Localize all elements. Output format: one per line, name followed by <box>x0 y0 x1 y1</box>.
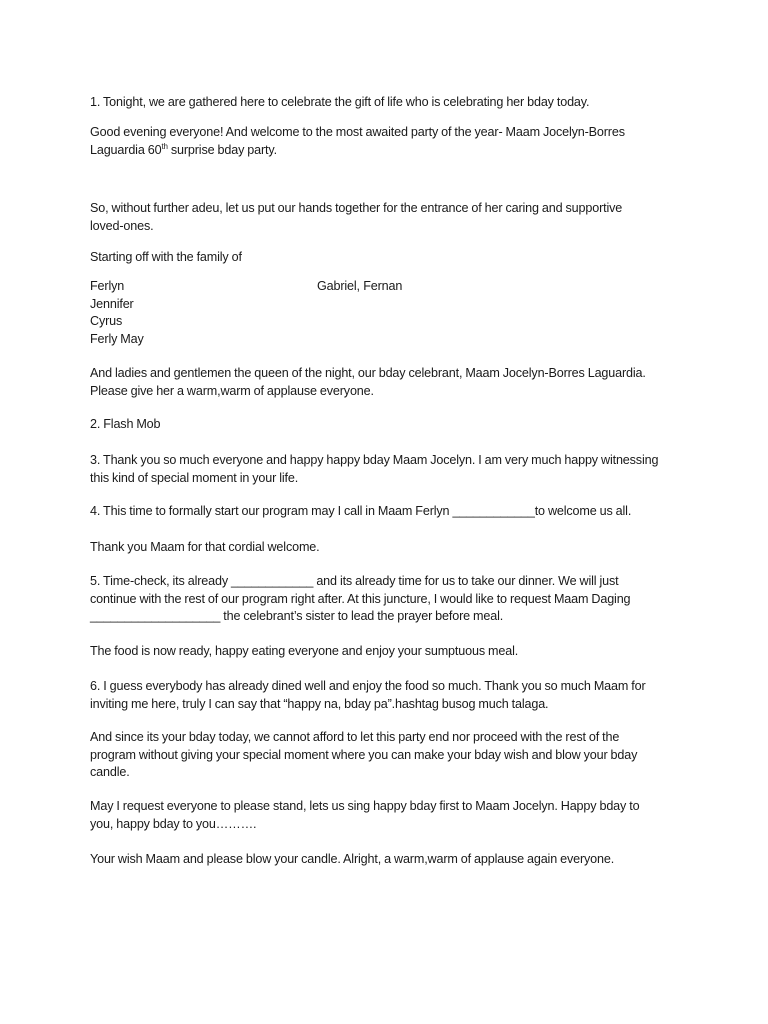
paragraph-flash-mob <box>90 416 690 434</box>
text-line: Starting off with the family of <box>90 250 242 264</box>
text-line: May I request everyone to please stand, lets us sing happy bday first to Maam Jocelyn. Happy bday to <box>90 799 640 813</box>
text-line: Good evening everyone! And welcome to the most awaited party of the year- Maam Jocelyn-Borres <box>90 125 625 139</box>
paragraph-welcome <box>90 124 690 159</box>
text-line: 6. I guess everybody has already dined well and enjoy the food so much. Thank you so much Maam for <box>90 679 646 693</box>
text-line: 5. Time-check, its already ____________ and its already time for us to take our dinner. We will just <box>90 574 619 588</box>
paragraph-cordial-welcome <box>90 539 690 557</box>
paragraph-thank-you <box>90 452 690 487</box>
paragraph-celebrant <box>90 365 690 400</box>
text-line: ___________________ the celebrant’s sister to lead the prayer before meal. <box>90 609 504 623</box>
text-line: Please give her a warm,warm of applause everyone. <box>90 383 374 398</box>
paragraph-sing <box>90 798 690 833</box>
paragraph-intro <box>90 94 690 112</box>
paragraph-bday-wish <box>90 729 690 782</box>
text-line: 4. This time to formally start our program may I call in Maam Ferlyn ____________to welcome us all. <box>90 504 632 518</box>
paragraph-time-check <box>90 573 690 626</box>
text-line: this kind of special moment in your life. <box>90 470 299 485</box>
text-line: continue with the rest of our program right after. At this juncture, I would like to request Maam Daging <box>90 591 631 606</box>
text-line: 2. Flash Mob <box>90 417 161 431</box>
paragraph-program-start <box>90 503 690 521</box>
family-member: Ferly May <box>90 331 144 346</box>
family-member: Jennifer <box>90 296 134 311</box>
text-line: Thank you Maam for that cordial welcome. <box>90 540 320 554</box>
text-line: Your wish Maam and please blow your candle. Alright, a warm,warm of applause again everyone. <box>90 852 615 866</box>
text-line: candle. <box>90 765 130 779</box>
text-line: 1. Tonight, we are gathered here to celebrate the gift of life who is celebrating her bday today. <box>90 95 590 109</box>
text-line: you, happy bday to you………. <box>90 816 257 831</box>
family-member: Ferlyn <box>90 279 125 293</box>
text-line <box>90 142 690 160</box>
family-list-right: Gabriel, Fernan <box>317 279 403 293</box>
text-line: loved-ones. <box>90 218 154 233</box>
text-line: And ladies and gentlemen the queen of the night, our bday celebrant, Maam Jocelyn-Borres Laguardia. <box>90 366 646 380</box>
paragraph-dined <box>90 678 690 713</box>
text-fragment: surprise bday party. <box>167 142 277 157</box>
text-line: So, without further adeu, let us put our hands together for the entrance of her caring and supportive <box>90 201 623 215</box>
text-line: And since its your bday today, we cannot afford to let this party end nor proceed with the rest of the <box>90 730 620 744</box>
family-member: Cyrus <box>90 314 123 328</box>
paragraph-food-ready <box>90 643 690 661</box>
superscript: th <box>161 141 168 151</box>
text-line: 3. Thank you so much everyone and happy happy bday Maam Jocelyn. I am very much happy witnessing <box>90 453 659 467</box>
paragraph-family-intro <box>90 249 690 267</box>
text-line: The food is now ready, happy eating everyone and enjoy your sumptuous meal. <box>90 644 519 658</box>
text-line: program without giving your special moment where you can make your bday wish and blow your bday <box>90 747 638 762</box>
text-fragment: Laguardia 60 <box>90 142 162 157</box>
paragraph-blow-candle <box>90 851 690 869</box>
paragraph-entrance <box>90 200 690 235</box>
text-line: inviting me here, truly I can say that “happy na, bday pa”.hashtag busog much talaga. <box>90 696 549 711</box>
